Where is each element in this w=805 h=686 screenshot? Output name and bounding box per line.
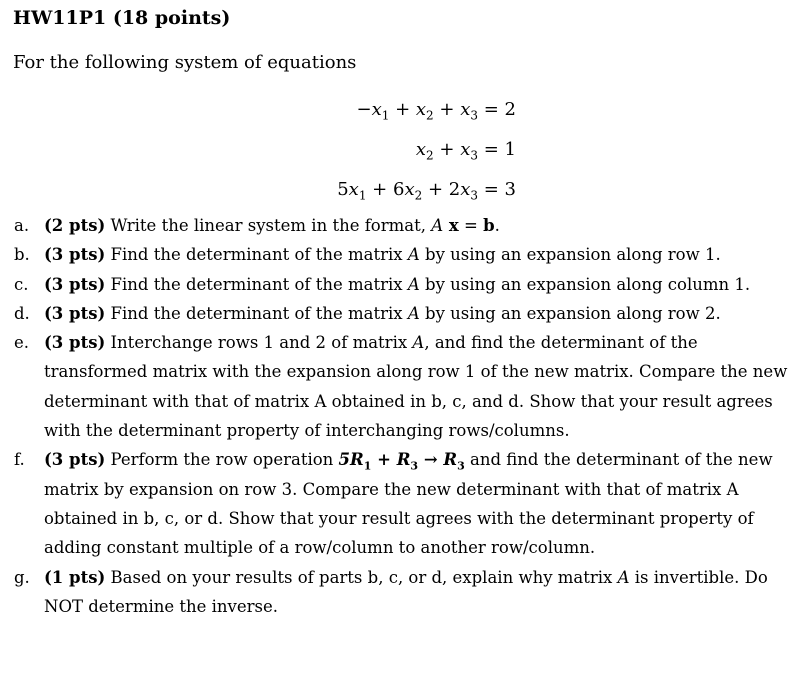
question-text: (3 pts) Find the determinant of the matrix A by using an expansion along row 1.: [44, 245, 721, 265]
list-marker: c.: [14, 274, 29, 294]
equation-1: $-x_1 + x_2 + x_3 = 2$: [356, 99, 516, 123]
question-b: [14, 240, 799, 269]
equation-system: [300, 90, 516, 210]
question-a: [14, 211, 799, 240]
question-c: [14, 270, 799, 299]
equation-2: $x_2 + x_3 = 1$: [415, 139, 516, 163]
question-text: (2 pts) Write the linear system in the format, A x = b.: [44, 216, 500, 235]
list-marker: g.: [14, 567, 30, 587]
list-marker: f.: [14, 450, 25, 470]
problem-title: HW11P1 (18 points): [13, 7, 231, 29]
list-marker: b.: [14, 245, 30, 265]
question-text: (3 pts) Perform the row operation $5R_1 + R_3 \to R_3$ and find the determinant of the new matrix by expansion on row 3. Compare the new determinant with that of matrix A obtained in b, c, or d. Show that your result agrees with the determinant property of adding constant multiple of a row/column to another row/column.: [44, 450, 773, 558]
question-text: (3 pts) Interchange rows 1 and 2 of matrix A, and find the determinant of the transformed matrix with the expansion along row 1 of the new matrix. Compare the new determinant with that of matrix A obtained in b, c, and d. Show that your result agrees with the determinant property of interchanging rows/columns.: [44, 333, 788, 441]
question-d: [14, 299, 799, 328]
question-text: (1 pts) Based on your results of parts b, c, or d, explain why matrix A is invertible. Do NOT determine the inverse.: [44, 567, 768, 616]
question-text: (3 pts) Find the determinant of the matrix A by using an expansion along column 1.: [44, 274, 751, 294]
equation-3: $5x_1 + 6x_2 + 2x_3 = 3$: [337, 179, 516, 203]
question-g: [14, 563, 799, 622]
question-text: (3 pts) Find the determinant of the matrix A by using an expansion along row 2.: [44, 303, 721, 323]
list-marker: d.: [14, 303, 30, 323]
intro-text: For the following system of equations: [13, 52, 357, 73]
list-marker: a.: [14, 216, 30, 235]
question-list: [14, 211, 799, 621]
question-e: [14, 328, 799, 445]
question-f: [14, 445, 799, 562]
list-marker: e.: [14, 333, 30, 353]
